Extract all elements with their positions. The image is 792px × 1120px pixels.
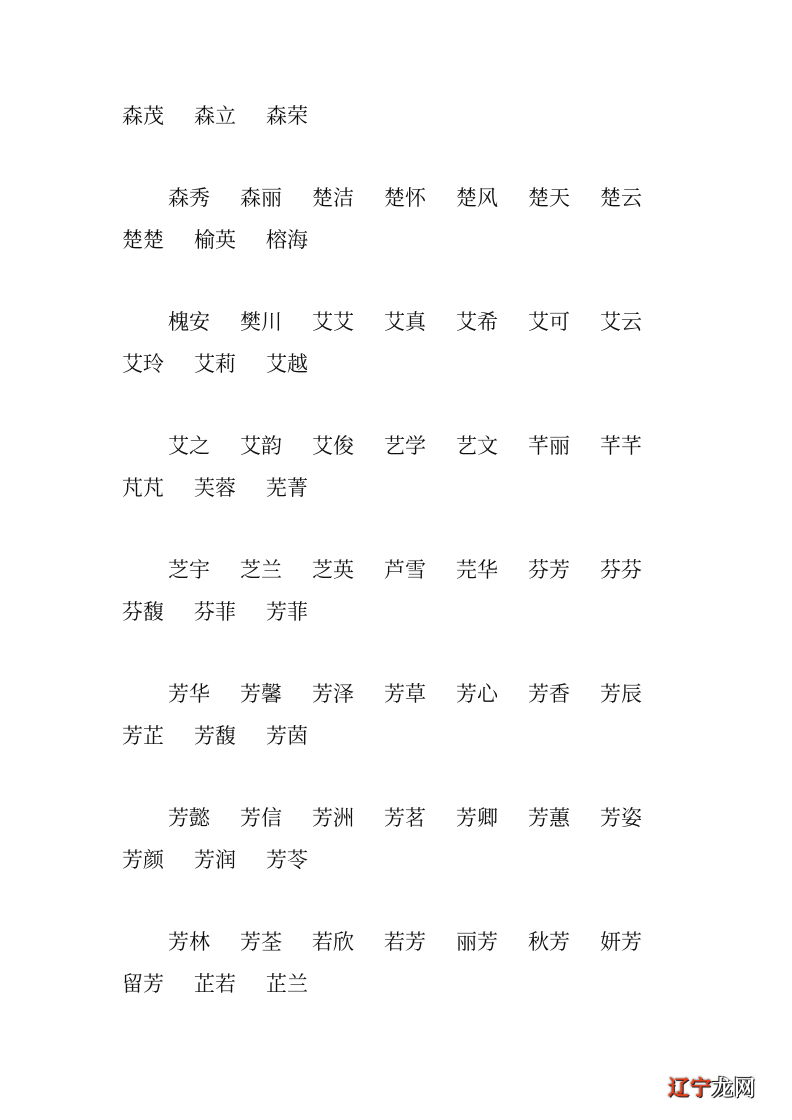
name-entry: 芳润 <box>194 848 236 872</box>
name-entry: 芳荃 <box>240 930 282 954</box>
name-entry: 芬芳 <box>528 558 570 582</box>
watermark-logo <box>668 1072 756 1102</box>
name-entry: 楚洁 <box>312 186 354 210</box>
text-line <box>122 425 682 467</box>
name-entry: 芳馥 <box>194 724 236 748</box>
text-line <box>122 673 682 715</box>
name-entry: 芳馨 <box>240 682 282 706</box>
name-entry: 芳蕙 <box>528 806 570 830</box>
name-entry: 芷若 <box>194 972 236 996</box>
text-line <box>122 591 682 633</box>
paragraph <box>122 301 682 385</box>
name-entry: 森丽 <box>240 186 282 210</box>
name-entry: 芳信 <box>240 806 282 830</box>
name-entry: 艾艾 <box>312 310 354 334</box>
text-line <box>122 797 682 839</box>
name-entry: 楚云 <box>600 186 642 210</box>
name-entry: 芳颜 <box>122 848 164 872</box>
name-entry: 森茂 <box>122 104 164 128</box>
name-entry: 秋芳 <box>528 930 570 954</box>
name-entry: 芳心 <box>456 682 498 706</box>
paragraph <box>122 797 682 881</box>
name-entry: 芫华 <box>456 558 498 582</box>
name-entry: 楚楚 <box>122 228 164 252</box>
name-entry: 芳洲 <box>312 806 354 830</box>
name-entry: 芬菲 <box>194 600 236 624</box>
paragraph <box>122 673 682 757</box>
name-entry: 芳华 <box>168 682 210 706</box>
paragraph <box>122 177 682 261</box>
name-entry: 芳泽 <box>312 682 354 706</box>
watermark-part1: 辽宁 <box>668 1076 712 1100</box>
text-line <box>122 177 682 219</box>
name-entry: 楚怀 <box>384 186 426 210</box>
text-line <box>122 921 682 963</box>
name-entry: 芬馥 <box>122 600 164 624</box>
name-entry: 艾俊 <box>312 434 354 458</box>
name-entry: 艾云 <box>600 310 642 334</box>
text-line <box>122 715 682 757</box>
name-entry: 芳草 <box>384 682 426 706</box>
name-entry: 芳辰 <box>600 682 642 706</box>
name-entry: 芦雪 <box>384 558 426 582</box>
name-entry: 楚天 <box>528 186 570 210</box>
name-entry: 芝英 <box>312 558 354 582</box>
name-entry: 樊川 <box>240 310 282 334</box>
name-entry: 艾玲 <box>122 352 164 376</box>
text-line <box>122 95 682 137</box>
name-entry: 艾真 <box>384 310 426 334</box>
name-entry: 丽芳 <box>456 930 498 954</box>
name-entry: 芳姿 <box>600 806 642 830</box>
name-entry: 芳苓 <box>266 848 308 872</box>
paragraph <box>122 425 682 509</box>
name-entry: 槐安 <box>168 310 210 334</box>
name-entry: 芜菁 <box>266 476 308 500</box>
name-entry: 芳林 <box>168 930 210 954</box>
name-entry: 若芳 <box>384 930 426 954</box>
name-entry: 艾之 <box>168 434 210 458</box>
name-entry: 芝宇 <box>168 558 210 582</box>
paragraph <box>122 95 682 137</box>
name-entry: 芳芷 <box>122 724 164 748</box>
name-entry: 艾韵 <box>240 434 282 458</box>
name-entry: 芳菲 <box>266 600 308 624</box>
name-entry: 芊丽 <box>528 434 570 458</box>
name-entry: 艾莉 <box>194 352 236 376</box>
name-entry: 芳茵 <box>266 724 308 748</box>
name-entry: 芳卿 <box>456 806 498 830</box>
text-line <box>122 963 682 1005</box>
text-line <box>122 301 682 343</box>
name-entry: 艾可 <box>528 310 570 334</box>
name-entry: 艺学 <box>384 434 426 458</box>
name-entry: 芷兰 <box>266 972 308 996</box>
name-entry: 芙蓉 <box>194 476 236 500</box>
name-entry: 芬芬 <box>600 558 642 582</box>
name-entry: 榆英 <box>194 228 236 252</box>
name-entry: 森立 <box>194 104 236 128</box>
name-entry: 芊芊 <box>600 434 642 458</box>
name-entry: 艾希 <box>456 310 498 334</box>
text-line <box>122 219 682 261</box>
name-entry: 楚风 <box>456 186 498 210</box>
text-line <box>122 839 682 881</box>
name-entry: 森荣 <box>266 104 308 128</box>
name-entry: 艺文 <box>456 434 498 458</box>
name-entry: 榕海 <box>266 228 308 252</box>
text-line <box>122 467 682 509</box>
paragraph <box>122 921 682 1005</box>
name-entry: 艾越 <box>266 352 308 376</box>
name-entry: 若欣 <box>312 930 354 954</box>
watermark-part2: 龙网 <box>712 1076 756 1100</box>
name-entry: 芳懿 <box>168 806 210 830</box>
name-entry: 芝兰 <box>240 558 282 582</box>
name-entry: 森秀 <box>168 186 210 210</box>
name-entry: 芳茗 <box>384 806 426 830</box>
paragraph <box>122 549 682 633</box>
name-entry: 芳香 <box>528 682 570 706</box>
name-entry: 留芳 <box>122 972 164 996</box>
text-line <box>122 343 682 385</box>
name-entry: 妍芳 <box>600 930 642 954</box>
name-entry: 芃芃 <box>122 476 164 500</box>
name-list-document <box>122 95 682 1045</box>
text-line <box>122 549 682 591</box>
